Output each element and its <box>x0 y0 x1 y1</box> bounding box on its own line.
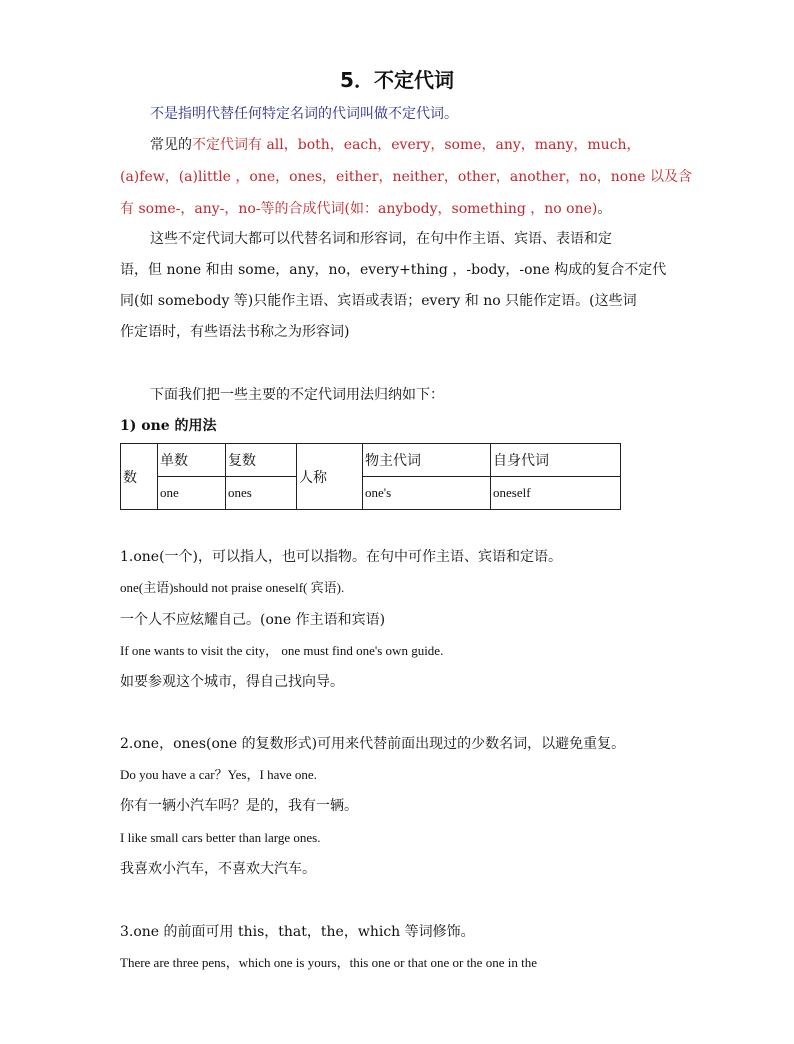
cell-person: 人称 <box>297 444 363 510</box>
cell-plural: 复数 <box>226 444 297 477</box>
cell-singular-value: one <box>158 477 226 510</box>
common-pronouns-line-3 <box>120 199 680 219</box>
cell-plural-value: ones <box>226 477 297 510</box>
point1-heading: 1.one(一个)，可以指人，也可以指物。在句中可作主语、宾语和定语。 <box>120 549 563 565</box>
one-usage-table <box>120 443 621 510</box>
cell-reflexive-value: oneself <box>491 477 621 510</box>
list-end: 。 <box>597 201 612 217</box>
point1-example1-cn: 一个人不应炫耀自己。(one 作主语和宾语) <box>120 612 386 628</box>
point3-heading: 3.one 的前面可用 this，that，the，which 等词修饰。 <box>120 924 475 940</box>
section1-heading: 1) one 的用法 <box>120 418 217 434</box>
common-prefix: 常见的 <box>150 137 192 153</box>
usage-line-4: 作定语时，有些语法书称之为形容词) <box>120 324 350 340</box>
point3-example1-en: There are three pens，which one is yours，this one or that one or the one in the <box>120 955 537 970</box>
summary-intro: 下面我们把一些主要的不定代词用法归纳如下： <box>150 387 444 403</box>
definition-line: 不是指明代替任何特定名词的代词叫做不定代词。 <box>150 106 458 122</box>
cell-singular: 单数 <box>158 444 226 477</box>
point2-example2-cn: 我喜欢小汽车，不喜欢大汽车。 <box>120 861 316 877</box>
cell-reflexive: 自身代词 <box>491 444 621 477</box>
common-pronouns-line-1 <box>120 135 680 155</box>
cell-number: 数 <box>121 444 158 510</box>
point1-example2-en: If one wants to visit the city， one must find one's own guide. <box>120 643 444 658</box>
page-title: 5．不定代词 <box>340 68 454 92</box>
pronoun-list-2: (a)few，(a)little ，one，ones，either，neither，other，another，no，none 以及含 <box>120 169 692 185</box>
point1-example2-cn: 如要参观这个城市，得自己找向导。 <box>120 674 344 690</box>
usage-line-3: 同(如 somebody 等)只能作主语、宾语或表语；every 和 no 只能作定语。(这些词 <box>120 293 637 309</box>
pronoun-list-3: 有 some-，any-，no-等的合成代词(如：anybody，something ，no one) <box>120 201 598 217</box>
cell-possessive-value: one's <box>363 477 491 510</box>
point2-heading: 2.one，ones(one 的复数形式)可用来代替前面出现过的少数名词，以避免重复。 <box>120 736 626 752</box>
point2-example2-en: I like small cars better than large ones. <box>120 830 321 845</box>
usage-line-1: 这些不定代词大都可以代替名词和形容词，在句中作主语、宾语、表语和定 <box>150 231 612 247</box>
usage-line-2: 语，但 none 和由 some，any，no，every+thing ，-body，-one 构成的复合不定代 <box>120 262 667 278</box>
cell-possessive: 物主代词 <box>363 444 491 477</box>
point1-example1-en: one(主语)should not praise oneself( 宾语). <box>120 580 345 595</box>
pronoun-list-1: 不定代词有 all，both，each，every，some，any，many，much， <box>192 137 641 153</box>
point2-example1-en: Do you have a car？Yes，I have one. <box>120 767 317 782</box>
point2-example1-cn: 你有一辆小汽车吗？是的，我有一辆。 <box>120 798 358 814</box>
